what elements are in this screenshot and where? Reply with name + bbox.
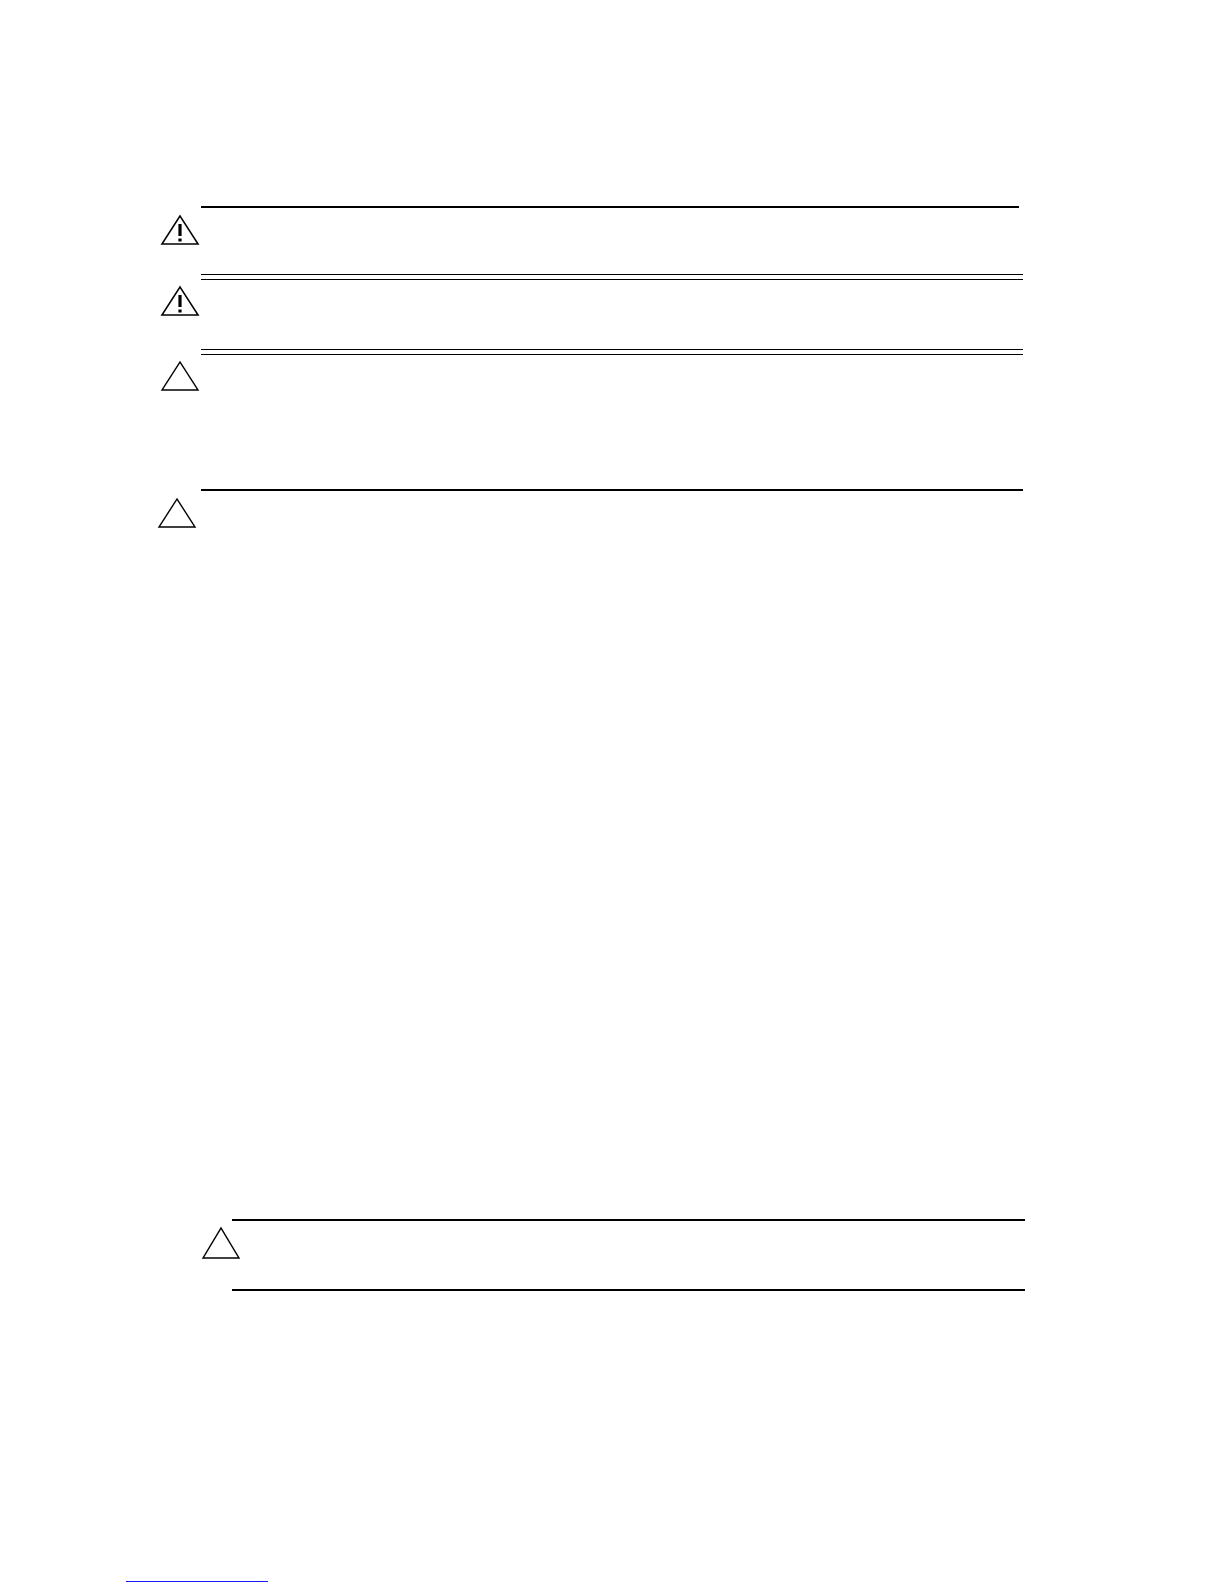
- caution-triangle-icon: [201, 1226, 241, 1260]
- caution-triangle-icon: [157, 497, 197, 529]
- notice-4-top-rule: [201, 489, 1023, 491]
- warning-exclamation-icon: [160, 214, 200, 246]
- notice-5-top-rule: [232, 1219, 1025, 1221]
- notice-3-top-rule: [201, 349, 1023, 355]
- footer-link-underline[interactable]: [126, 1581, 268, 1582]
- warning-exclamation-icon: [160, 285, 200, 317]
- notice-2-top-rule: [201, 274, 1023, 280]
- notice-5-bottom-rule: [232, 1289, 1025, 1291]
- notice-1-top-rule: [201, 206, 1019, 208]
- caution-triangle-icon: [160, 360, 200, 392]
